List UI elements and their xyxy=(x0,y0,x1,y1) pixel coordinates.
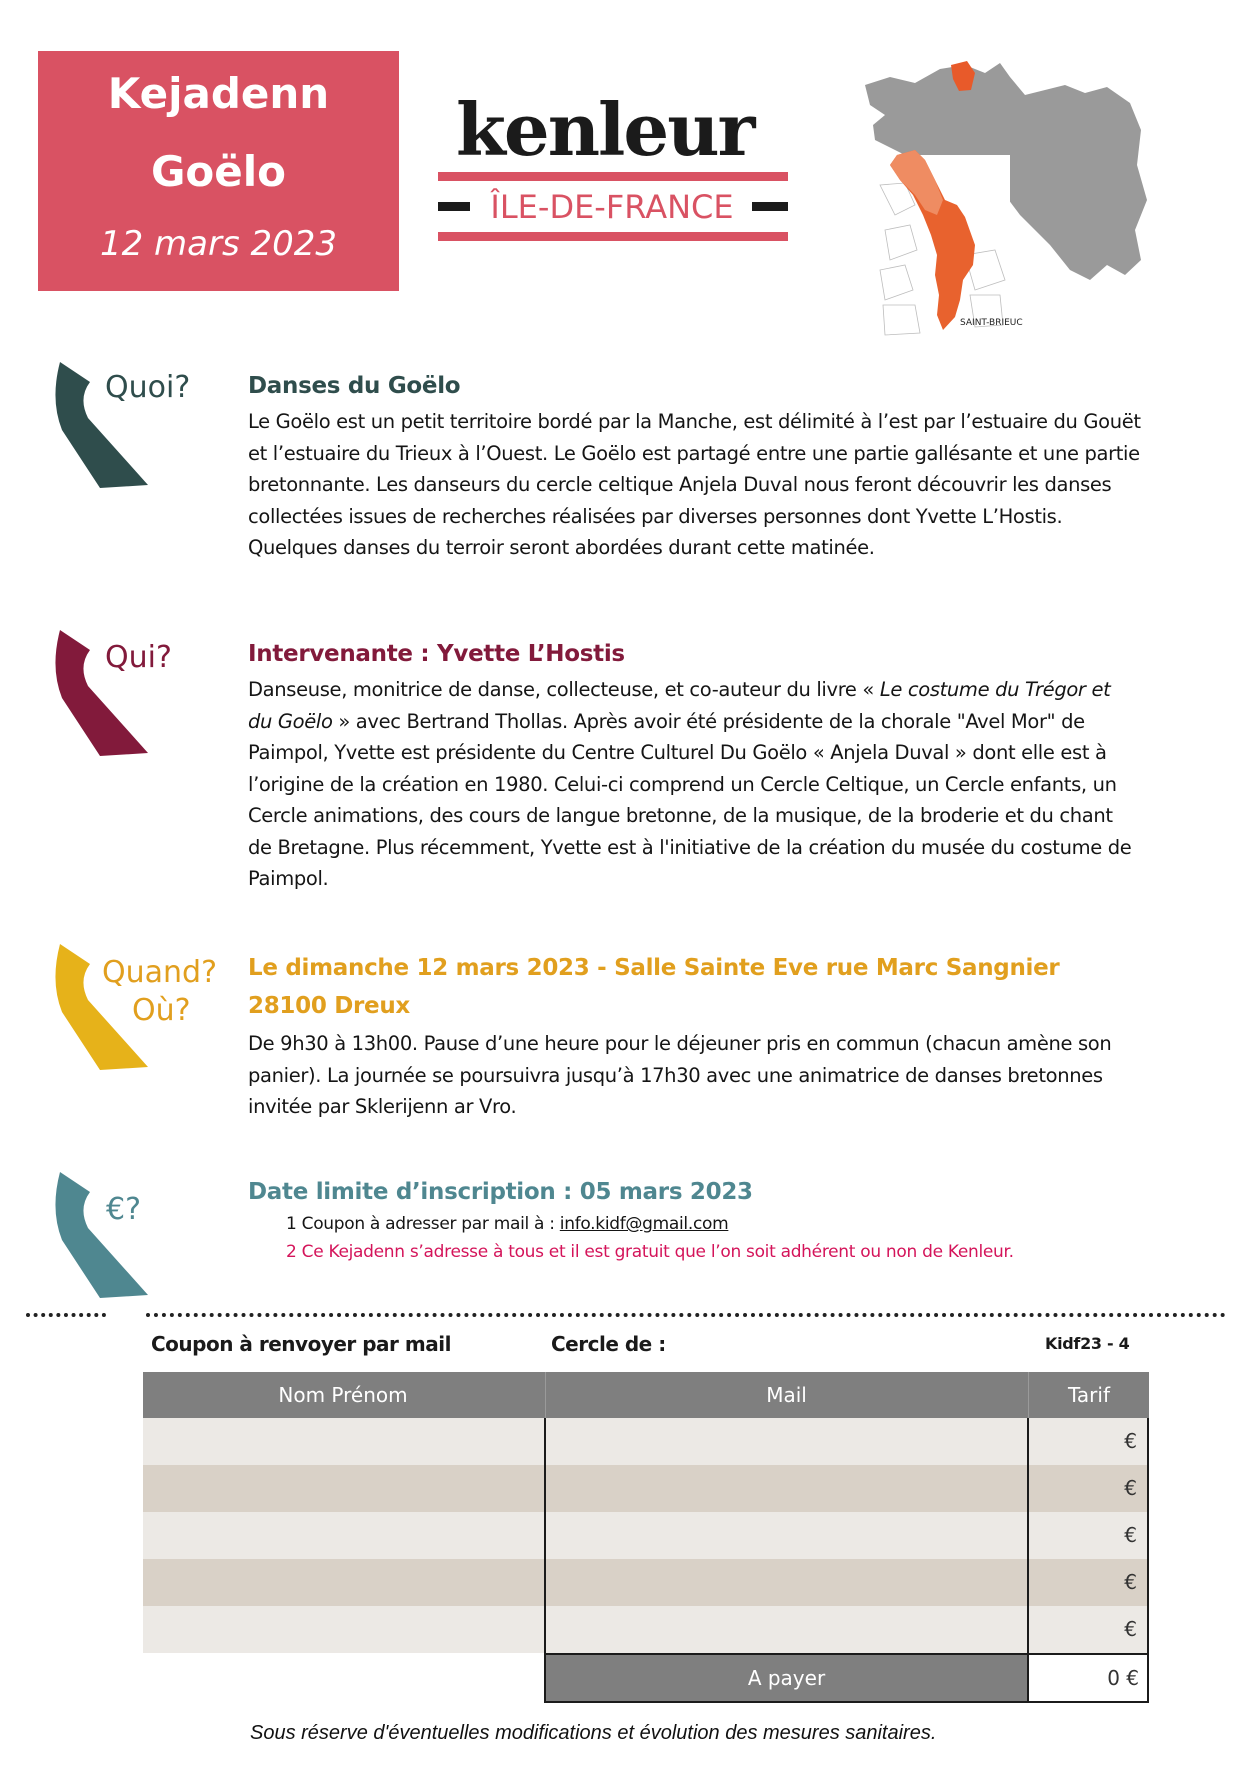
free-entry-note: 2 Ce Kejadenn s’adresse à tous et il est gratuit que l’on soit adhérent ou non de Kenleur. xyxy=(286,1242,1014,1262)
quand-line: panier). La journée se poursuivra jusqu’à 17h30 avec une animatrice de danses bretonnes xyxy=(248,1063,1103,1087)
contact-email-link[interactable]: info.kidf@gmail.com xyxy=(559,1214,729,1234)
total-row xyxy=(544,1653,1149,1703)
column-divider xyxy=(1147,1418,1149,1653)
cercle-label: Cercle de : xyxy=(551,1332,666,1356)
quand-address: 28100 Dreux xyxy=(248,993,410,1019)
tarif-cell[interactable]: € xyxy=(1124,1476,1137,1500)
qui-line: de Bretagne. Plus récemment, Yvette est à l'initiative de la création du musée du costume de xyxy=(248,835,1132,859)
column-divider xyxy=(544,1418,546,1653)
column-header-tarif: Tarif xyxy=(1028,1372,1149,1418)
table-header xyxy=(143,1372,1149,1418)
tarif-cell[interactable]: € xyxy=(1124,1617,1137,1641)
logo-bar-top xyxy=(438,172,788,181)
quoi-body xyxy=(248,406,1228,564)
event-title: Kejadenn xyxy=(107,69,330,118)
column-divider xyxy=(1027,1418,1029,1653)
coupon-instruction xyxy=(286,1212,728,1236)
coupon-instruction-text: 1 Coupon à adresser par mail à : xyxy=(286,1214,560,1234)
cut-line-right xyxy=(146,1313,1226,1317)
qui-line xyxy=(248,674,1228,706)
qui-body xyxy=(248,674,1228,895)
logo-subtitle: ÎLE-DE-FRANCE xyxy=(490,188,734,226)
prix-label: €? xyxy=(106,1192,142,1227)
quoi-title: Danses du Goëlo xyxy=(248,373,461,399)
coupon-label: Coupon à renvoyer par mail xyxy=(151,1332,451,1356)
quoi-line: collectées issues de recherches réalisées par diverses personnes dont Yvette L’Hostis. xyxy=(248,504,1063,528)
table-row[interactable] xyxy=(143,1559,1149,1606)
qui-line: Paimpol. xyxy=(248,867,329,890)
event-subtitle: Goëlo xyxy=(150,147,287,196)
tarif-cell[interactable]: € xyxy=(1124,1429,1137,1453)
quand-body xyxy=(248,1028,1228,1123)
reference-code: Kidf23 - 4 xyxy=(1045,1334,1130,1353)
logo-dash-right xyxy=(752,202,788,211)
table-row[interactable] xyxy=(143,1606,1149,1653)
tarif-cell[interactable]: € xyxy=(1124,1570,1137,1594)
event-date: 12 mars 2023 xyxy=(99,224,338,264)
qui-label: Qui? xyxy=(105,640,172,675)
total-value: 0 € xyxy=(1027,1655,1147,1701)
column-header-name: Nom Prénom xyxy=(278,1383,408,1407)
qui-line xyxy=(248,706,1228,738)
table-row[interactable] xyxy=(143,1512,1149,1559)
quand-line: invitée par Sklerijenn ar Vro. xyxy=(248,1095,517,1118)
quand-label: Quand? xyxy=(102,955,217,990)
qui-title: Intervenante : Yvette L’Hostis xyxy=(248,641,625,667)
qui-line-text: » avec Bertrand Thollas. Après avoir été présidente de la chorale "Avel Mor" de xyxy=(332,709,1085,733)
qui-line: l’origine de la création en 1980. Celui-ci comprend un Cercle Celtique, un Cercle enfants, un xyxy=(248,772,1117,796)
logo-wordmark: kenleur xyxy=(456,87,754,172)
logo-bar-bottom xyxy=(438,232,788,241)
quoi-label: Quoi? xyxy=(105,370,191,405)
column-header-mail: Mail xyxy=(545,1372,1027,1418)
kenleur-logo xyxy=(436,87,788,240)
ou-label: Où? xyxy=(132,993,191,1028)
qui-line: Cercle animations, des cours de langue bretonne, de la musique, de la broderie et du chant xyxy=(248,804,1113,827)
quoi-line: Quelques danses du terroir seront abordées durant cette matinée. xyxy=(248,536,875,559)
event-title-box xyxy=(38,51,399,291)
quand-title: Le dimanche 12 mars 2023 - Salle Sainte Eve rue Marc Sangnier xyxy=(248,955,1060,981)
cut-line-left xyxy=(26,1313,106,1317)
logo-dash-left xyxy=(438,202,470,211)
book-title-part2: du Goëlo xyxy=(248,709,333,733)
footer-note: Sous réserve d'éventuelles modifications et évolution des mesures sanitaires. xyxy=(250,1722,937,1744)
tarif-cell[interactable]: € xyxy=(1124,1523,1137,1547)
total-label: A payer xyxy=(747,1666,826,1690)
quand-line: De 9h30 à 13h00. Pause d’une heure pour le déjeuner pris en commun (chacun amène son xyxy=(248,1032,1112,1055)
quoi-line: et l’estuaire du Trieux à l’Ouest. Le Goëlo est partagé entre une partie gallésante et une partie xyxy=(248,441,1140,465)
book-title-part1: Le costume du Trégor et xyxy=(879,678,1111,701)
deadline-title: Date limite d’inscription : 05 mars 2023 xyxy=(248,1179,753,1205)
table-row[interactable] xyxy=(143,1465,1149,1512)
table-row[interactable] xyxy=(143,1418,1149,1465)
qui-line-text: Danseuse, monitrice de danse, collecteuse, et co-auteur du livre « xyxy=(248,678,880,701)
map-city-label: SAINT-BRIEUC xyxy=(960,318,1023,328)
qui-line: Paimpol, Yvette est présidente du Centre Culturel Du Goëlo « Anjela Duval » dont elle est à xyxy=(248,741,1107,764)
quoi-line: Le Goëlo est un petit territoire bordé par la Manche, est délimité à l’est par l’estuaire du Gouët xyxy=(248,410,1141,433)
prix-ribbon-icon xyxy=(50,1170,160,1300)
quoi-line: bretonnante. Les danseurs du cercle celtique Anjela Duval nous feront découvrir les danses xyxy=(248,473,1112,496)
brittany-map xyxy=(845,55,1155,340)
